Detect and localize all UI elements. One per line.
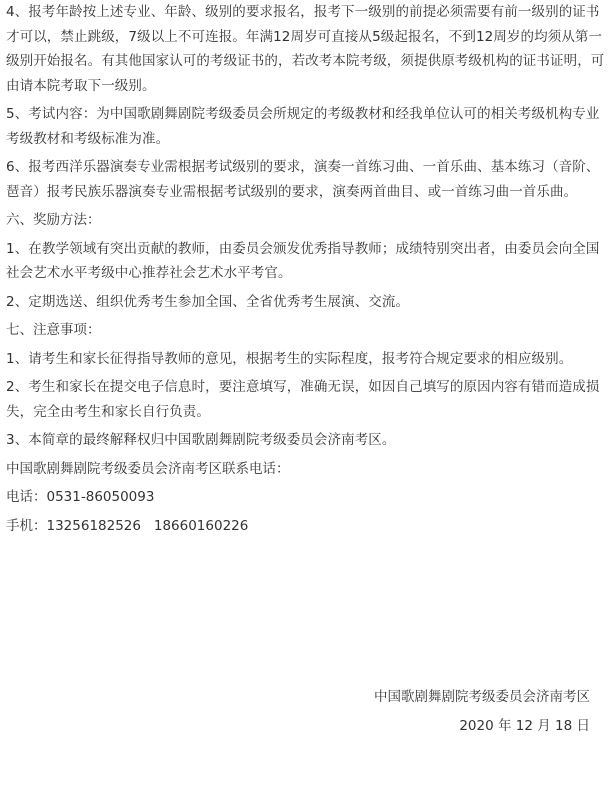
section-rewards-title: 六、奖励方法：: [6, 212, 101, 228]
paragraph-4: 4、报考年龄按上述专业、年龄、级别的要求报名，报考下一级别的前提必须需要有前一级别的证书才可以，禁止跳级，7级以上不可连报。年满12周岁可直接从5级起报名，不到12周岁的均须从第一级别开始报名。有其他国家认可的考级证书的，若改考本院考级，须提供原考级机构的证书证明，可由请本院考取下一级别。: [6, 4, 605, 94]
section-notes-title: 七、注意事项：: [6, 322, 101, 338]
rewards-item-2: 2、定期选送、组织优秀考生参加全国、全省优秀考生展演、交流。: [6, 293, 410, 310]
paragraph-5: 5、考试内容：为中国歌剧舞剧院考级委员会所规定的考级教材和经我单位认可的相关考级机构专业考级教材和考级标准为准。: [6, 106, 600, 147]
paragraph-6: 6、报考西洋乐器演奏专业需根据考试级别的要求，演奏一首练习曲、一首乐曲、基本练习（音阶、琶音）报考民族乐器演奏专业需根据考试级别的要求，演奏两首曲目、或一首练习曲一首乐曲。: [6, 159, 600, 200]
signature-org: 中国歌剧舞剧院考级委员会济南考区: [374, 689, 590, 705]
document-body: [6, 0, 606, 542]
rewards-item-1: 1、在教学领域有突出贡献的教师，由委员会颁发优秀指导教师；成绩特别突出者，由委员会向全国社会艺术水平考级中心推荐社会艺术水平考官。: [6, 240, 600, 281]
contact-title: 中国歌剧舞剧院考级委员会济南考区联系电话：: [6, 460, 290, 477]
notes-item-3: 3、本简章的最终解释权归中国歌剧舞剧院考级委员会济南考区。: [6, 432, 396, 448]
signature-date: 2020 年 12 月 18 日: [459, 717, 590, 734]
contact-phone: 电话：0531-86050093: [6, 489, 155, 505]
notes-item-2: 2、考生和家长在提交电子信息时，要注意填写，准确无误，如因自己填写的原因内容有错而造成损失，完全由考生和家长自行负责。: [6, 379, 600, 420]
signature-block: [374, 685, 590, 738]
notes-item-1: 1、请考生和家长征得指导教师的意见，根据考生的实际程度，报考符合规定要求的相应级别。: [6, 350, 573, 367]
contact-mobile: 手机：13256182526 18660160226: [6, 517, 249, 534]
